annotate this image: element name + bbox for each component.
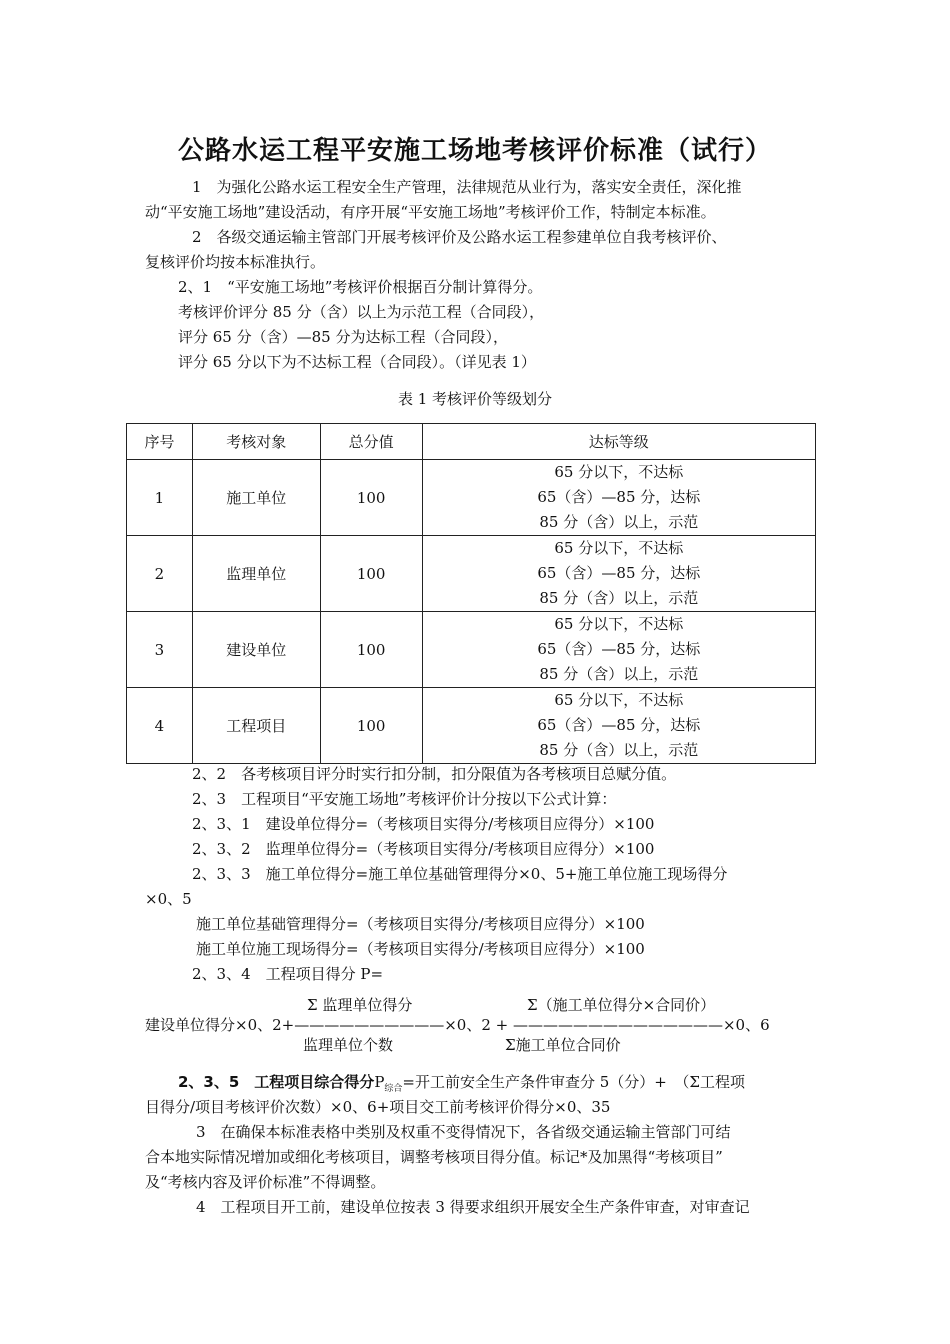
- p-symbol: P: [374, 1073, 385, 1091]
- grade-table: [126, 423, 816, 764]
- grade-line: 65（含）—85 分，达标: [537, 640, 701, 658]
- grade-line: 65（含）—85 分，达标: [537, 488, 701, 506]
- header-object: 考核对象: [192, 424, 320, 460]
- paragraph-2-1: 2、1 “平安施工场地”考核评价根据百分制计算得分。: [178, 278, 543, 296]
- grade-line: 65 分以下，不达标: [554, 615, 684, 633]
- grade-line: 65（含）—85 分，达标: [537, 564, 701, 582]
- cell-object: 监理单位: [192, 536, 320, 612]
- paragraph-2-3-5-rest: =开工前安全生产条件审查分 5（分）+ （Σ工程项: [402, 1073, 745, 1091]
- paragraph-2-3-3-line-1: 2、3、3 施工单位得分=施工单位基础管理得分×0、5+施工单位施工现场得分: [192, 865, 728, 883]
- paragraph-2-3-4: 2、3、4 工程项目得分 P=: [192, 965, 384, 983]
- score-formula: [145, 994, 825, 1056]
- grade-line: 65 分以下，不达标: [554, 691, 684, 709]
- p-subscript: 综合: [384, 1084, 403, 1094]
- grade-line: 65 分以下，不达标: [554, 463, 684, 481]
- table-row: [127, 688, 816, 764]
- paragraph-2-3-5-line-1: [178, 1072, 745, 1099]
- paragraph-2-1-a: 考核评价评分 85 分（含）以上为示范工程（合同段），: [178, 303, 545, 321]
- cell-score: 100: [320, 612, 422, 688]
- cell-grades: [422, 612, 815, 688]
- table-header-row: [127, 424, 816, 460]
- page-title: 公路水运工程平安施工场地考核评价标准（试行）: [177, 136, 772, 166]
- paragraph-2-3: 2、3 工程项目“平安施工场地”考核评价计分按以下公式计算：: [192, 790, 617, 808]
- paragraph-2-3-5-line-2: 目得分/项目考核评价次数）×0、6+项目交工前考核评价得分×0、35: [145, 1098, 611, 1116]
- paragraph-2-3-1: 2、3、1 建设单位得分=（考核项目实得分/考核项目应得分）×100: [192, 815, 655, 833]
- cell-score: 100: [320, 460, 422, 536]
- formula-main-line: 建设单位得分×0、2+——————————×0、2 + ——————————————×0、6: [145, 1016, 770, 1034]
- formula-numerator-1: Σ 监理单位得分: [307, 996, 413, 1014]
- paragraph-1-line-1: 1 为强化公路水运工程安全生产管理，法律规范从业行为，落实安全责任，深化推: [192, 178, 742, 196]
- cell-object: 建设单位: [192, 612, 320, 688]
- cell-object: 工程项目: [192, 688, 320, 764]
- cell-score: 100: [320, 536, 422, 612]
- cell-grades: [422, 688, 815, 764]
- paragraph-2-3-2: 2、3、2 监理单位得分=（考核项目实得分/考核项目应得分）×100: [192, 840, 655, 858]
- table-caption: 表 1 考核评价等级划分: [397, 390, 553, 408]
- formula-numerator-2: Σ（施工单位得分×合同价）: [527, 996, 716, 1014]
- paragraph-2-2: 2、2 各考核项目评分时实行扣分制，扣分限值为各考核项目总赋分值。: [192, 765, 677, 783]
- paragraph-3-line-2: 合本地实际情况增加或细化考核项目，调整考核项目得分值。标记*及加黑得“考核项目”: [145, 1148, 723, 1166]
- header-no: 序号: [127, 424, 193, 460]
- paragraph-4-line-1: 4 工程项目开工前，建设单位按表 3 得要求组织开展安全生产条件审查，对审查记: [196, 1198, 750, 1216]
- paragraph-2-line-2: 复核评价均按本标准执行。: [145, 253, 326, 271]
- grade-line: 85 分（含）以上，示范: [539, 589, 699, 607]
- grade-line: 85 分（含）以上，示范: [539, 741, 699, 759]
- cell-no: 4: [127, 688, 193, 764]
- grade-line: 65 分以下，不达标: [554, 539, 684, 557]
- grade-line: 65（含）—85 分，达标: [537, 716, 701, 734]
- cell-grades: [422, 536, 815, 612]
- table-row: [127, 536, 816, 612]
- paragraph-2-3-5-label: 2、3、5 工程项目综合得分: [178, 1073, 375, 1091]
- cell-no: 3: [127, 612, 193, 688]
- paragraph-3-line-3: 及“考核内容及评价标准”不得调整。: [145, 1173, 386, 1191]
- cell-no: 1: [127, 460, 193, 536]
- grade-line: 85 分（含）以上，示范: [539, 513, 699, 531]
- table-row: [127, 460, 816, 536]
- paragraph-2-1-b: 评分 65 分（含）—85 分为达标工程（合同段），: [178, 328, 508, 346]
- paragraph-2-3-3-site: 施工单位施工现场得分=（考核项目实得分/考核项目应得分）×100: [196, 940, 645, 958]
- paragraph-2-3-3-line-2: ×0、5: [145, 890, 192, 908]
- cell-object: 施工单位: [192, 460, 320, 536]
- paragraph-1-line-2: 动“平安施工场地”建设活动，有序开展“平安施工场地”考核评价工作，特制定本标准。: [145, 203, 716, 221]
- paragraph-3-line-1: 3 在确保本标准表格中类别及权重不变得情况下，各省级交通运输主管部门可结: [196, 1123, 731, 1141]
- formula-denominator-2: Σ施工单位合同价: [505, 1036, 621, 1054]
- grade-line: 85 分（含）以上，示范: [539, 665, 699, 683]
- header-grade: 达标等级: [422, 424, 815, 460]
- cell-grades: [422, 460, 815, 536]
- paragraph-2-line-1: 2 各级交通运输主管部门开展考核评价及公路水运工程参建单位自我考核评价、: [192, 228, 727, 246]
- paragraph-2-1-c: 评分 65 分以下为不达标工程（合同段）。（详见表 1）: [178, 353, 536, 371]
- paragraph-2-3-3-basic: 施工单位基础管理得分=（考核项目实得分/考核项目应得分）×100: [196, 915, 645, 933]
- cell-no: 2: [127, 536, 193, 612]
- formula-denominator-1: 监理单位个数: [303, 1036, 394, 1054]
- table-row: [127, 612, 816, 688]
- header-score: 总分值: [320, 424, 422, 460]
- cell-score: 100: [320, 688, 422, 764]
